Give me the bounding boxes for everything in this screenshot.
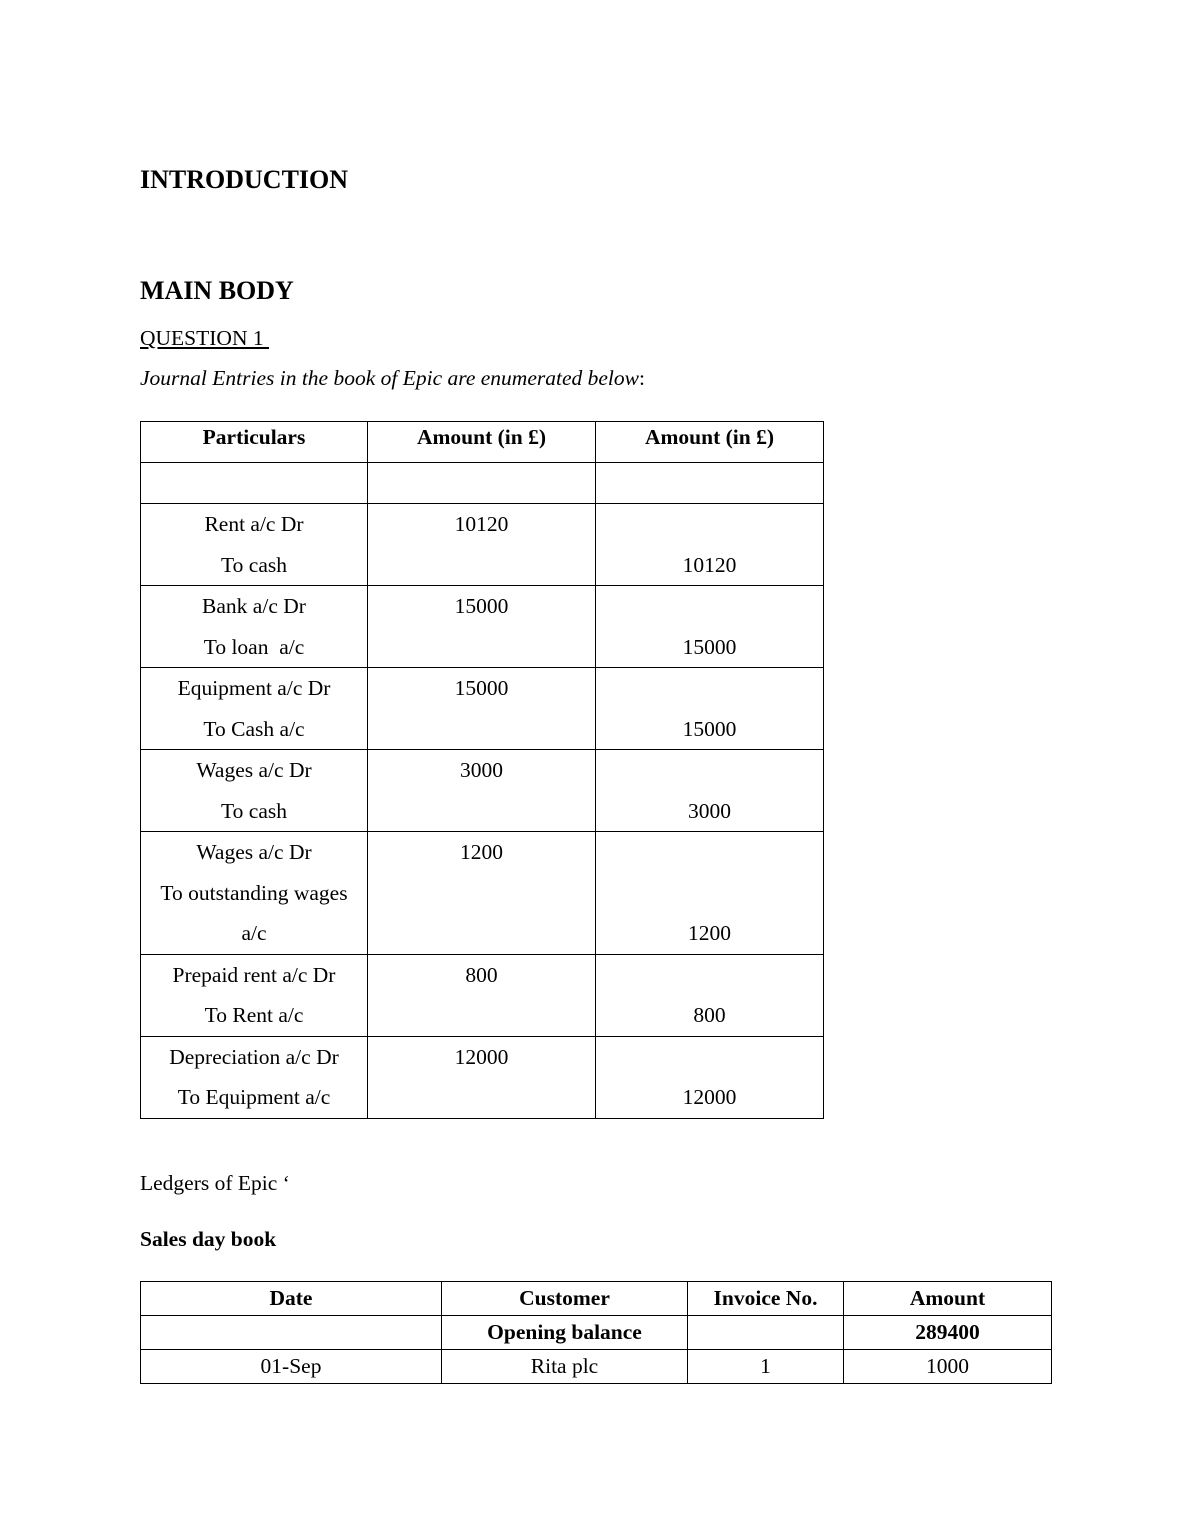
- credit-amount: 15000: [682, 716, 737, 741]
- opening-customer: Opening balance: [442, 1316, 688, 1350]
- credit-account: To cash: [221, 552, 287, 577]
- sales-header-row: [141, 1282, 1052, 1316]
- debit-account: Bank a/c Dr: [202, 594, 306, 618]
- header-customer: Customer: [442, 1282, 688, 1316]
- header-particulars: Particulars: [141, 422, 368, 463]
- debit-account: Wages a/c Dr: [196, 840, 312, 864]
- credit-amount: 12000: [682, 1085, 737, 1109]
- opening-invoice: [688, 1316, 844, 1350]
- journal-intro: [140, 366, 645, 391]
- journal-intro-colon: :: [638, 366, 645, 390]
- debit-amount: 12000: [454, 1044, 509, 1069]
- debit-amount: 15000: [454, 676, 509, 700]
- journal-entry-row: [141, 586, 824, 668]
- credit-account: To Equipment a/c: [177, 1085, 331, 1109]
- question-heading: QUESTION 1: [140, 326, 269, 350]
- credit-amount: 3000: [688, 798, 731, 823]
- main-body-heading: MAIN BODY: [140, 276, 294, 305]
- row-amount: 1000: [844, 1350, 1052, 1384]
- debit-amount: 1200: [460, 840, 503, 864]
- debit-amount: 800: [465, 962, 498, 987]
- table-row: [141, 1350, 1052, 1384]
- debit-account: Rent a/c Dr: [204, 512, 304, 536]
- credit-account: To Cash a/c: [203, 716, 305, 741]
- header-amount: Amount: [844, 1282, 1052, 1316]
- journal-entry-row: [141, 954, 824, 1036]
- journal-entry-row: [141, 504, 824, 586]
- debit-account: Wages a/c Dr: [196, 758, 312, 782]
- credit-account: To Rent a/c: [204, 1003, 304, 1027]
- introduction-heading: INTRODUCTION: [140, 165, 349, 194]
- debit-account: Prepaid rent a/c Dr: [172, 962, 336, 987]
- credit-amount: 10120: [682, 552, 737, 577]
- journal-entry-row: [141, 668, 824, 750]
- credit-amount: 15000: [682, 634, 737, 659]
- journal-blank-row: [141, 463, 824, 504]
- journal-header-row: [141, 422, 824, 463]
- opening-balance-row: [141, 1316, 1052, 1350]
- debit-amount: 10120: [454, 512, 509, 536]
- opening-date: [141, 1316, 442, 1350]
- journal-intro-text: Journal Entries in the book of Epic are enumerated below: [140, 366, 639, 390]
- journal-entry-row: [141, 832, 824, 955]
- credit-account-line1: To outstanding wages: [160, 880, 348, 905]
- header-invoice: Invoice No.: [688, 1282, 844, 1316]
- opening-amount: 289400: [844, 1316, 1052, 1350]
- header-amount-debit: Amount (in £): [368, 422, 596, 463]
- credit-account: To loan a/c: [203, 634, 305, 659]
- journal-table: [140, 421, 824, 1119]
- header-amount-credit: Amount (in £): [596, 422, 824, 463]
- credit-amount: 1200: [688, 921, 731, 945]
- credit-amount: 800: [693, 1003, 726, 1027]
- sales-day-book-heading: Sales day book: [140, 1227, 277, 1251]
- row-customer: Rita plc: [442, 1350, 688, 1384]
- header-date: Date: [141, 1282, 442, 1316]
- sales-day-book-table: [140, 1281, 1052, 1384]
- debit-amount: 15000: [454, 594, 509, 618]
- journal-entry-row: [141, 1036, 824, 1118]
- ledgers-label: Ledgers of Epic ‘: [140, 1171, 290, 1195]
- debit-amount: 3000: [460, 758, 503, 782]
- credit-account-line2: a/c: [241, 921, 267, 945]
- row-date: 01-Sep: [141, 1350, 442, 1384]
- row-invoice: 1: [688, 1350, 844, 1384]
- debit-account: Equipment a/c Dr: [177, 676, 331, 700]
- debit-account: Depreciation a/c Dr: [169, 1044, 339, 1069]
- journal-entry-row: [141, 750, 824, 832]
- credit-account: To cash: [221, 798, 287, 823]
